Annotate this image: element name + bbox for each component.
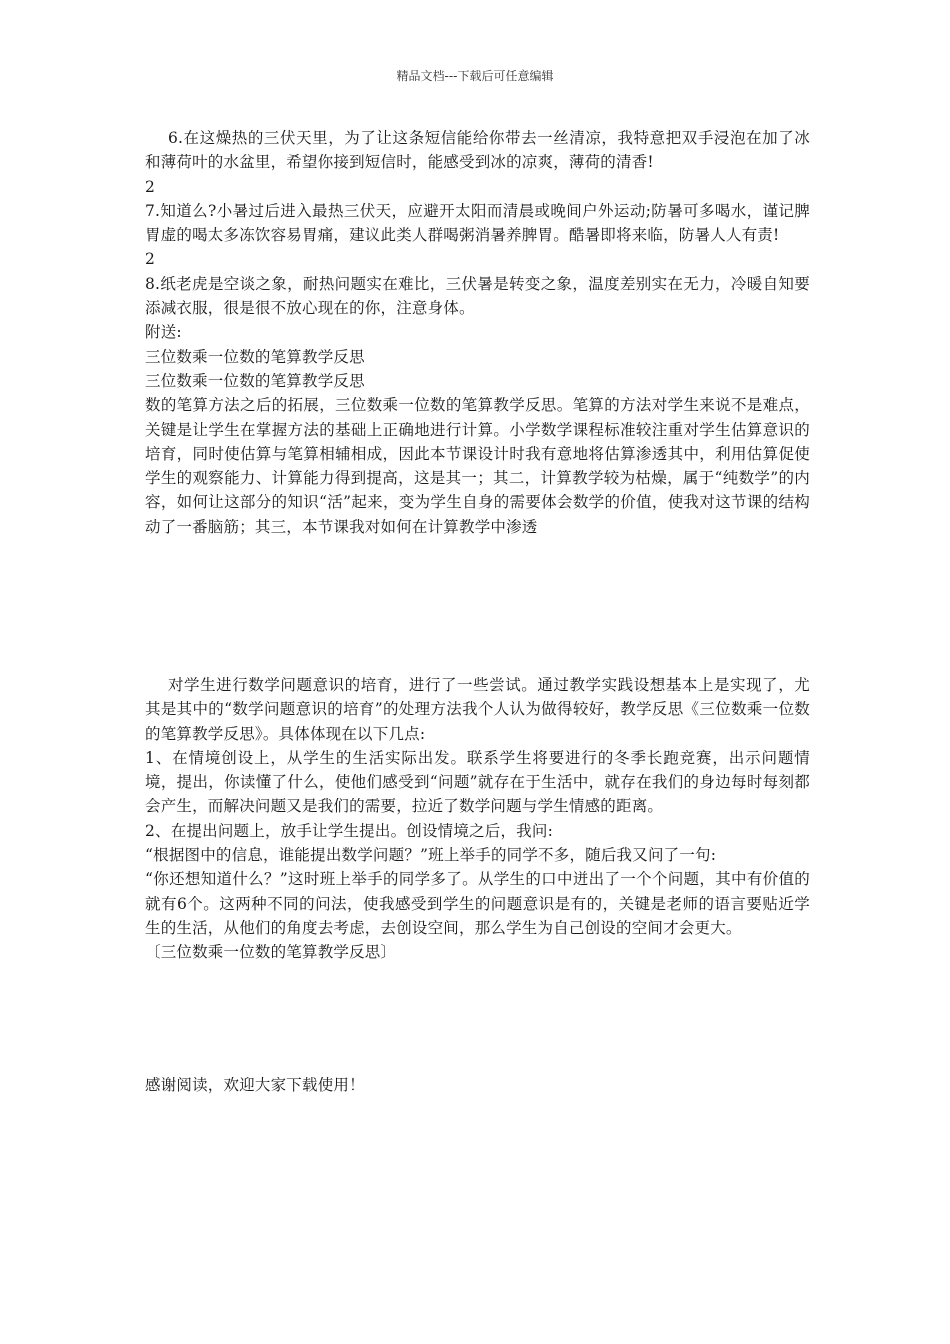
appendix-title: 三位数乘一位数的笔算教学反思 xyxy=(145,371,365,390)
closing-text: 感谢阅读，欢迎大家下载使用！ xyxy=(145,1076,365,1094)
paragraph-tip-8: 8.纸老虎是空谈之象，耐热问题实在难比，三伏暑是转变之象，温度差别实在无力，冷暖自知要添减衣服，很是很不放心现在的你，注意身体。 xyxy=(145,274,810,318)
quote-paragraph: “根据图中的信息，谁能提出数学问题？”班上举手的同学不多，随后我又问了一句: xyxy=(145,846,717,865)
paragraph-number: 2 xyxy=(145,250,156,269)
appendix-label: 附送: xyxy=(145,323,182,342)
list-item: 1、在情境创设上，从学生的生活实际出发。联系学生将要进行的冬季长跑竞赛，出示问题情境，提出，你读懂了什么，使他们感受到“问题”就存在于生活中，就存在我们的身边每时每刻都会产生，而解决问题又是我们的需要，拉近了数学问题与学生情感的距离。 xyxy=(145,748,810,816)
page-header: 精品文档---下载后可任意编辑 xyxy=(396,69,554,83)
paragraph-tip-7: 7.知道么?小暑过后进入最热三伏天，应避开太阳而清晨或晚间户外运动;防暑可多喝水，谨记脾胃虚的喝太多冻饮容易胃痛，建议此类人群喝粥消暑养脾胃。酷暑即将来临，防暑人人有责! xyxy=(145,201,810,245)
body-section-1 xyxy=(145,126,810,539)
paragraph-tip-6: 6.在这燥热的三伏天里，为了让这条短信能给你带去一丝清凉，我特意把双手浸泡在加了冰和薄荷叶的水盆里，希望你接到短信时，能感受到冰的凉爽，薄荷的清香! xyxy=(145,129,810,172)
appendix-title: 三位数乘一位数的笔算教学反思 xyxy=(145,347,365,366)
quote-paragraph: “你还想知道什么？”这时班上举手的同学多了。从学生的口中迸出了一个个问题，其中有价值的就有6个。这两种不同的问法，使我感受到学生的问题意识是有的，关键是老师的语言要贴近学生的生活，从他们的角度去考虑，去创设空间，那么学生为自己创设的空间才会更大。 xyxy=(145,870,810,937)
list-item: 2、在提出问题上，放手让学生提出。创设情境之后，我问: xyxy=(145,821,553,840)
paragraph-number: 2 xyxy=(145,177,156,196)
body-paragraph: 数的笔算方法之后的拓展，三位数乘一位数的笔算教学反思。笔算的方法对学生来说不是难点，关键是让学生在掌握方法的基础上正确地进行计算。小学数学课程标准较注重对学生估算意识的培育，同时使估算与笔算相辅相成，因此本节课设计时我有意地将估算渗透其中，利用估算促使学生的观察能力、计算能力得到提高，这是其一；其二，计算教学较为枯燥，属于“纯数学”的内容，如何让这部分的知识“活”起来，变为学生自身的需要体会数学的价值，使我对这节课的结构动了一番脑筋；其三，本节课我对如何在计算教学中渗透 xyxy=(145,396,810,536)
closing-section xyxy=(145,1073,810,1097)
source-note: 〔三位数乘一位数的笔算教学反思〕 xyxy=(145,943,397,962)
body-paragraph: 对学生进行数学问题意识的培育，进行了一些尝试。通过教学实践设想基本上是实现了，尤其是其中的“数学问题意识的培育”的处理方法我个人认为做得较好，教学反思《三位数乘一位数的笔算教学反思》。具体体现在以下几点: xyxy=(145,676,810,743)
body-section-2 xyxy=(145,673,810,965)
